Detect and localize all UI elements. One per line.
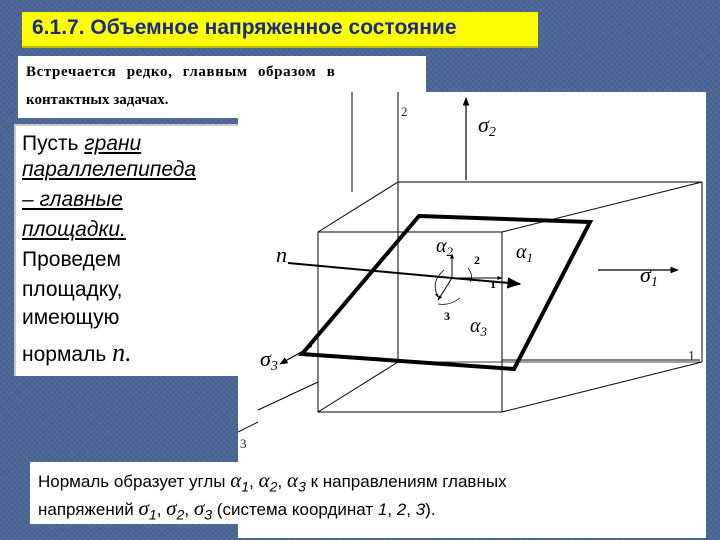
local-axis-1: 1 [490,277,496,291]
side-line-8: нормаль n. [22,338,132,367]
cube-front-face [318,182,702,412]
side-line-5: Проведем [22,248,121,271]
axis-3-label: 3 [240,436,247,451]
slide-title: 6.1.7. Объемное напряженное состояние [32,16,457,39]
intro-line-1: Встречается редко, главным образом в [26,64,336,80]
cube-back-face [352,92,702,362]
side-line-6: площадку, [22,278,123,301]
alpha2-label: $\alpha_2$ [436,235,453,259]
sigma2-label: σ2 [478,112,496,140]
explanation-box [14,124,238,376]
local-axis-3: 3 [444,309,450,323]
title-banner [22,12,538,48]
conclusion-box [30,462,676,524]
conclusion-line-1: Нормаль образует углы $\alpha_1$, $\alpha_2$, $\alpha_3$ к направлениям главных [38,468,507,496]
sigma1-label: σ1 [640,262,658,290]
side-line-2: параллелепипеда [22,158,197,181]
alpha1-label: $\alpha_1$ [516,241,533,265]
conclusion-line-2: напряжений $\sigma_1$, $\sigma_2$, $\sigma_3$ (система координат 1, 2, 3). [38,496,436,524]
axis-3-line [258,382,318,410]
axis-1-label: 1 [688,349,695,364]
alpha3-label: $\alpha_3$ [470,315,487,339]
intro-line-2: контактных задачах. [26,92,169,108]
normal-label: n [276,242,287,267]
side-line-7: имеющую [22,306,120,329]
sigma3-label: σ3 [260,346,278,374]
side-line-3: – главные [22,188,123,211]
side-line-4: площадки. [22,218,126,241]
local-axis-2: 2 [474,253,480,267]
axis-2-label: 2 [401,104,408,119]
side-line-1: Пусть грани [22,132,142,155]
